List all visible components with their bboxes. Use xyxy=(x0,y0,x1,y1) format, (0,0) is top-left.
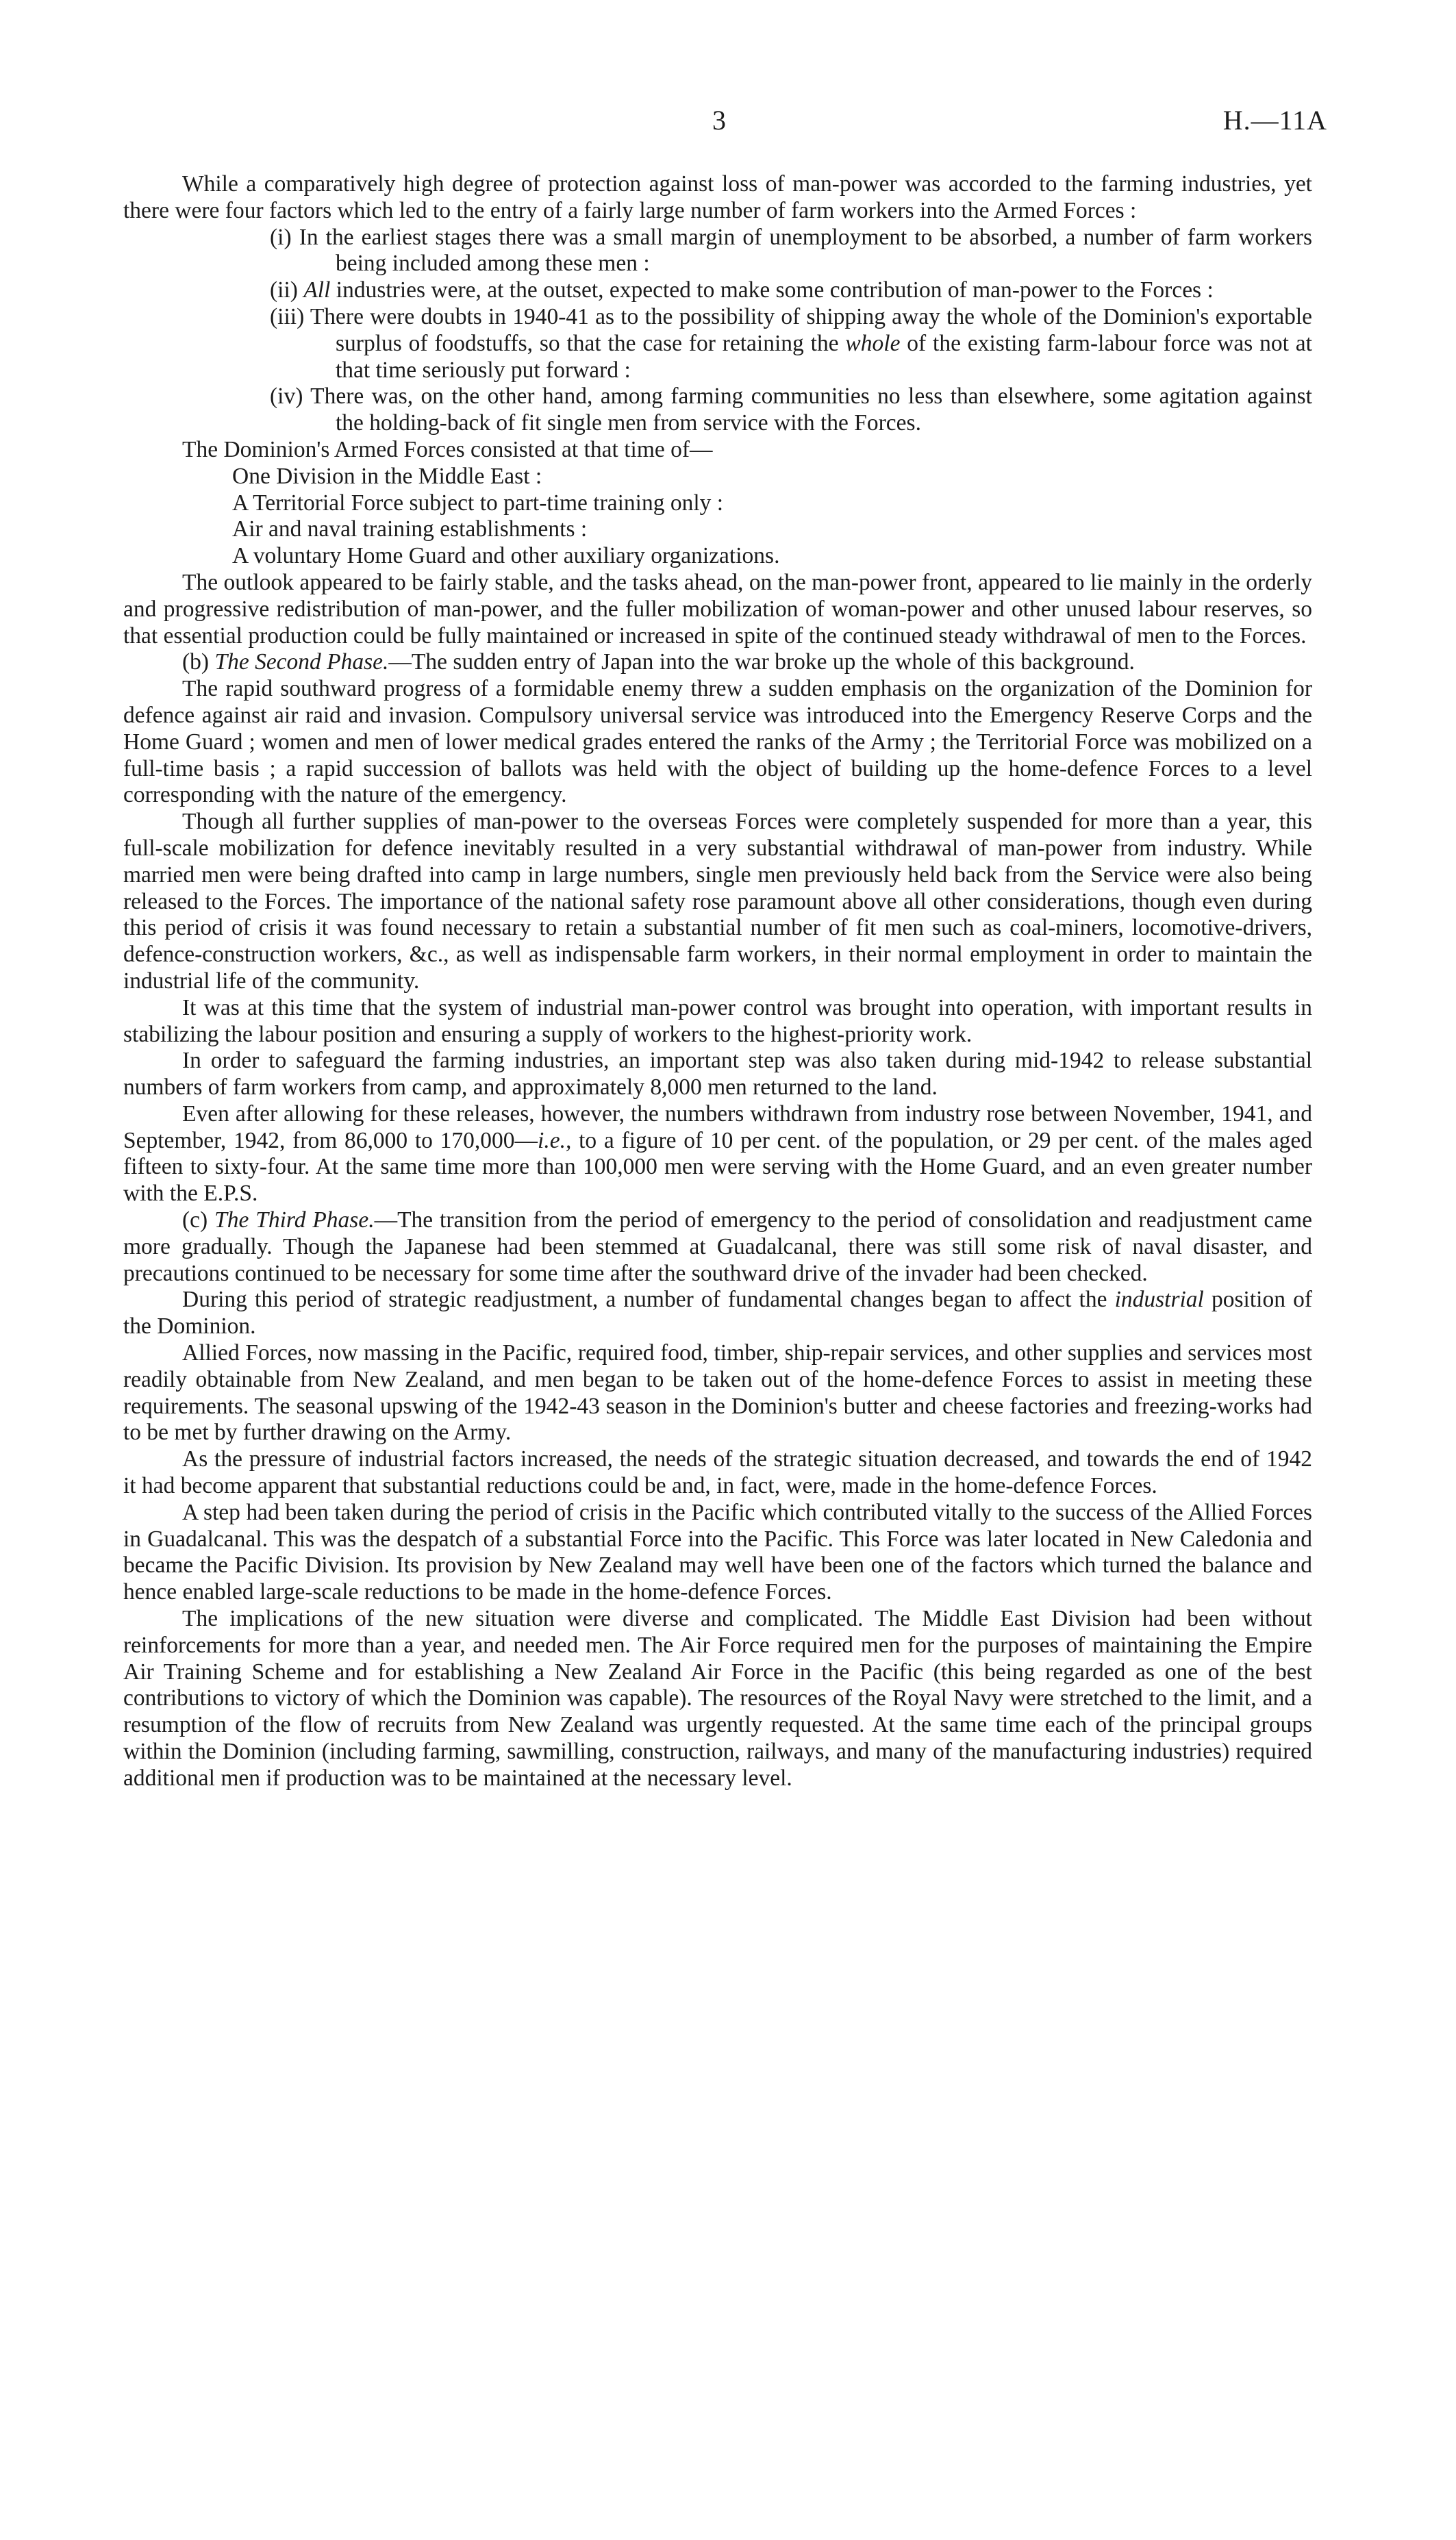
factor-item-1 xyxy=(123,225,1312,278)
paragraph-emphasis: i.e., xyxy=(538,1127,572,1153)
paragraph-though: Though all further supplies of man-power to the overseas Forces were completely suspended for more than a year, this full-scale mobilization for defence inevitably resulted in a very substantial withdrawal of man-power from industry. While married men were being drafted into camp in large numbers, single men previously held back from the Service were also being released to the Forces. The importance of the national safety rose paramount above all other considerations, though even during this period of crisis it was found necessary to retain a substantial number of fit men such as coal-miners, locomotive-drivers, defence-construction workers, &c., as well as indispensable farm workers, in their normal employment in order to maintain the industrial life of the community. xyxy=(123,809,1312,994)
factor-text: There were doubts in 1940-41 as to the possibility of shipping away the whole of the Dominion's exportable surplus of foodstuffs, so that the case for retaining the xyxy=(310,303,1312,356)
paragraph-text: During this period of strategic readjustment, a number of fundamental changes began to affect the xyxy=(182,1287,1115,1313)
factor-number: (iii) xyxy=(270,303,305,329)
paragraph-implications: The implications of the new situation were diverse and complicated. The Middle East Division had been without reinforcements for more than a year, and needed men. The Air Force required men for the purposes of maintaining the Empire Air Training Scheme and for establishing a New Zealand Air Force in the Pacific (this being regarded as one of the best contributions to victory of which the Dominion was capable). The resources of the Royal Navy were stretched to the limit, and a resumption of the flow of recruits from New Zealand was urgently requested. At the same time each of the principal groups within the Dominion (including farming, sawmilling, construction, railways, and many of the manufacturing industries) required additional men if production was to be maintained at the necessary level. xyxy=(123,1606,1312,1791)
factor-text: industries were, at the outset, expected to make some contribution of man-power to the Forces : xyxy=(330,277,1214,303)
paragraph-intro: While a comparatively high degree of protection against loss of man-power was accorded to the farming industries, yet there were four factors which led to the entry of a fairly large number of farm workers into the Armed Forces : xyxy=(123,171,1312,223)
factor-number: (iv) xyxy=(270,383,303,410)
section-title: The Third Phase. xyxy=(214,1207,375,1233)
factor-number: (i) xyxy=(270,224,292,250)
factors-list xyxy=(123,225,1312,437)
document-body xyxy=(123,171,1312,1792)
section-second-phase xyxy=(123,649,1312,676)
forces-lead: The Dominion's Armed Forces consisted at that time of— xyxy=(182,436,713,462)
document-reference: H.—11A xyxy=(1222,105,1327,136)
paragraph-safeguard: In order to safeguard the farming industries, an important step was also taken during mid-1942 to release substantial numbers of farm workers from camp, and approximately 8,000 men returned to the land. xyxy=(123,1048,1312,1101)
factor-text: In the earliest stages there was a small margin of unemployment to be absorbed, a number of farm workers being included among these men : xyxy=(299,224,1313,277)
paragraph-pressure: As the pressure of industrial factors increased, the needs of the strategic situation decreased, and towards the end of 1942 it had become apparent that substantial reductions could be and, in fact, were, made in the home-defence Forces. xyxy=(123,1446,1312,1499)
forces-item: A Territorial Force subject to part-time training only : xyxy=(232,490,724,516)
section-label: (c) xyxy=(182,1207,208,1233)
factor-item-4 xyxy=(123,383,1312,437)
factor-emphasis: All xyxy=(303,277,331,303)
section-label: (b) xyxy=(182,649,210,675)
paragraph-text: Even after allowing for these releases, however, the numbers withdrawn from industry rose between November, 1941, and September, 1942, from 86,000 to 170,000— xyxy=(123,1101,1312,1153)
section-title: The Second Phase. xyxy=(214,649,389,675)
paragraph-system: It was at this time that the system of industrial man-power control was brought into operation, with important results in stabilizing the labour position and ensuring a supply of workers to the highest-priority work. xyxy=(123,994,1312,1047)
factor-text-end: of the existing farm-labour force was not at that time seriously put forward : xyxy=(336,330,1312,383)
section-third-phase xyxy=(123,1207,1312,1287)
paragraph-during xyxy=(123,1287,1312,1340)
forces-item: A voluntary Home Guard and other auxiliary organizations. xyxy=(232,543,780,569)
section-text: —The transition from the period of emergency to the period of consolidation and readjustment came more gradually. Though the Japanese had been stemmed at Guadalcanal, there was still some risk of naval disaster, and precautions continued to be necessary for some time after the southward drive of the invader had been checked. xyxy=(123,1207,1312,1286)
paragraph-emphasis: industrial xyxy=(1114,1287,1204,1313)
forces-list xyxy=(123,464,1312,570)
paragraph-allied: Allied Forces, now massing in the Pacific, required food, timber, ship-repair services, and other supplies and services most readily obtainable from New Zealand, and men began to be taken out of the home-defence Forces to assist in meeting these requirements. The seasonal upswing of the 1942-43 season in the Dominion's butter and cheese factories and freezing-works had to be met by further drawing on the Army. xyxy=(123,1340,1312,1446)
factor-item-3 xyxy=(123,304,1312,383)
forces-item: One Division in the Middle East : xyxy=(232,463,542,489)
factor-text: There was, on the other hand, among farming communities no less than elsewhere, some agitation against the holding-back of fit single men from service with the Forces. xyxy=(310,383,1312,436)
paragraph-text-end: position of the Dominion. xyxy=(123,1287,1312,1340)
factor-emphasis: whole xyxy=(845,330,901,356)
page-header xyxy=(0,104,1456,138)
paragraph-even xyxy=(123,1101,1312,1207)
paragraph-step: A step had been taken during the period of crisis in the Pacific which contributed vitally to the success of the Allied Forces in Guadalcanal. This was the despatch of a substantial Force into the Pacific. This Force was later located in New Caledonia and became the Pacific Division. Its provision by New Zealand may well have been one of the factors which turned the balance and hence enabled large-scale reductions to be made in the home-defence Forces. xyxy=(123,1499,1312,1605)
factor-item-2 xyxy=(123,277,1312,304)
page-number: 3 xyxy=(712,105,726,136)
paragraph-text-end: to a figure of 10 per cent. of the population, or 29 per cent. of the males aged fifteen to sixty-four. At the same time more than 100,000 men were serving with the Home Guard, and an even greater number with the E.P.S. xyxy=(123,1127,1312,1207)
forces-item: Air and naval training establishments : xyxy=(232,516,588,542)
factor-number: (ii) xyxy=(270,277,298,303)
paragraph-outlook: The outlook appeared to be fairly stable, and the tasks ahead, on the man-power front, appeared to lie mainly in the orderly and progressive redistribution of man-power, and the fuller mobilization of woman-power and other unused labour reserves, so that essential production could be fully maintained or increased in spite of the continued steady withdrawal of men to the Forces. xyxy=(123,569,1312,649)
paragraph-southward: The rapid southward progress of a formidable enemy threw a sudden emphasis on the organization of the Dominion for defence against air raid and invasion. Compulsory universal service was introduced into the Emergency Reserve Corps and the Home Guard ; women and men of lower medical grades entered the ranks of the Army ; the Territorial Force was mobilized on a full-time basis ; a rapid succession of ballots was held with the object of building up the home-defence Forces to a level corresponding with the nature of the emergency. xyxy=(123,676,1312,808)
section-text: —The sudden entry of Japan into the war broke up the whole of this background. xyxy=(388,649,1135,675)
